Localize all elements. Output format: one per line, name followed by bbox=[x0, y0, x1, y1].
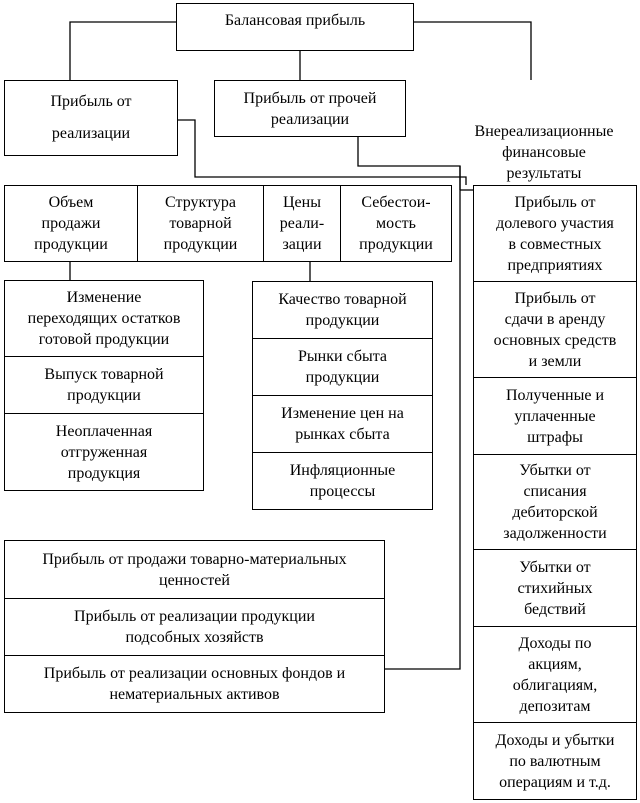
non-sales-item-4 bbox=[473, 549, 637, 627]
other-sales-item-2-label: Прибыль от реализации основных фондов и нематериальных активов bbox=[43, 665, 346, 703]
factor-volume-label: Объем продажи продукции bbox=[34, 194, 108, 253]
factor-prices-label: Цены реали- зации bbox=[279, 194, 325, 253]
volume-factor-1-label: Выпуск товарной продукции bbox=[44, 366, 164, 404]
other-sales-profit-box bbox=[214, 80, 406, 137]
non-sales-item-2-label: Полученные и уплаченные штрафы bbox=[505, 386, 604, 446]
non-sales-item-3 bbox=[473, 454, 637, 550]
volume-factor-0-label: Изменение переходящих остатков готовой продукции bbox=[27, 289, 181, 348]
non-sales-item-5 bbox=[473, 626, 637, 723]
non-sales-item-0-label: Прибыль от долевого участия в совместных предприятиях bbox=[496, 193, 614, 274]
non-sales-item-6-label: Доходы и убытки по валютным операциям и т.д. bbox=[495, 731, 615, 791]
other-sales-item-1-label: Прибыль от реализации продукции подсобных хозяйств bbox=[74, 608, 315, 646]
non-sales-item-0 bbox=[473, 185, 637, 282]
non-sales-item-4-label: Убытки от стихийных бедствий bbox=[517, 558, 593, 618]
other-sales-profit-label: Прибыль от прочей реализации bbox=[243, 89, 377, 128]
connector-top-left bbox=[70, 22, 176, 80]
factor-cost-label: Себестои- мость продукции bbox=[359, 194, 433, 253]
other-sales-item-2 bbox=[4, 655, 385, 713]
other-sales-item-1 bbox=[4, 598, 385, 656]
non-sales-item-3-label: Убытки от списания дебиторской задолженности bbox=[503, 462, 607, 542]
non-sales-item-2 bbox=[473, 377, 637, 455]
price-factor-3 bbox=[252, 452, 433, 510]
non-sales-item-6 bbox=[473, 722, 637, 800]
factor-volume bbox=[4, 185, 138, 262]
non-sales-item-1-label: Прибыль от сдачи в аренду основных средств и земли bbox=[493, 289, 617, 370]
non-sales-results-label: Внереализационные финансовые результаты bbox=[474, 122, 614, 182]
other-sales-item-0-label: Прибыль от продажи товарно-материальных ценностей bbox=[42, 550, 347, 589]
volume-factor-2-label: Неоплаченная отгруженная продукция bbox=[55, 422, 153, 482]
price-factor-1-label: Рынки сбыта продукции bbox=[297, 348, 388, 386]
factor-structure-label: Структура товарной продукции bbox=[163, 194, 238, 253]
balance-profit-box bbox=[176, 3, 414, 51]
factor-structure bbox=[137, 185, 264, 262]
factor-cost bbox=[340, 185, 452, 262]
non-sales-results-label-box bbox=[452, 118, 636, 186]
price-factor-2-label: Изменение цен на рынках сбыта bbox=[281, 405, 404, 443]
price-factor-0-label: Качество товарной продукции bbox=[278, 291, 407, 329]
volume-factor-1 bbox=[4, 356, 204, 414]
factor-prices bbox=[263, 185, 341, 262]
price-factor-2 bbox=[252, 395, 433, 453]
balance-profit-label: Балансовая прибыль bbox=[224, 12, 366, 29]
price-factor-0 bbox=[252, 281, 433, 339]
non-sales-item-1 bbox=[473, 281, 637, 378]
price-factor-3-label: Инфляционные процессы bbox=[289, 462, 396, 500]
sales-profit-label: Прибыль от реализации bbox=[50, 93, 132, 142]
non-sales-item-5-label: Доходы по акциям, облигациям, депозитам bbox=[512, 634, 598, 715]
volume-factor-0 bbox=[4, 280, 204, 357]
other-sales-item-0 bbox=[4, 540, 385, 599]
connector-top-right bbox=[414, 22, 531, 80]
sales-profit-box bbox=[4, 80, 178, 156]
price-factor-1 bbox=[252, 338, 433, 396]
volume-factor-2 bbox=[4, 413, 204, 491]
